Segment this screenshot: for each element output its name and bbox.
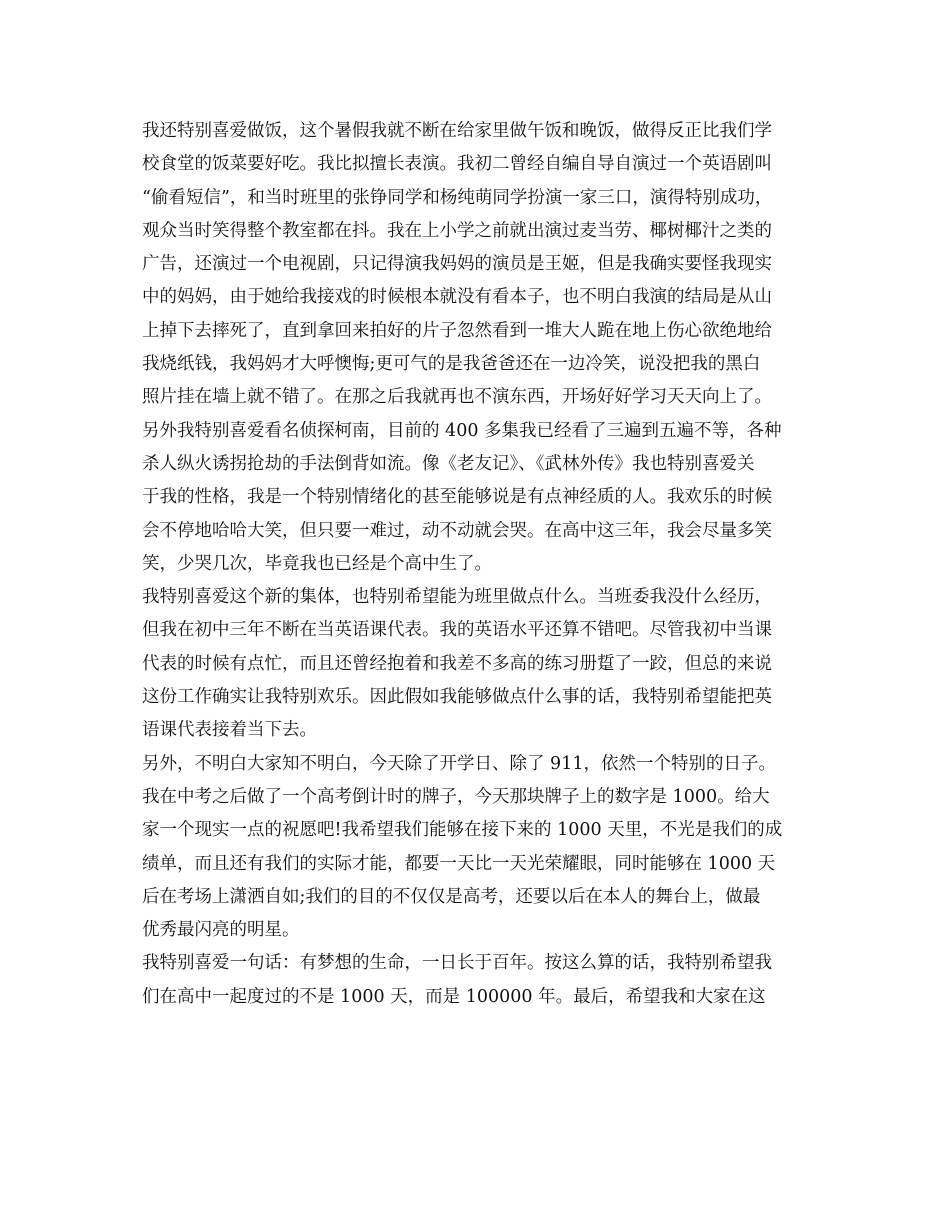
text-line: 但我在初中三年不断在当英语课代表。我的英语水平还算不错吧。尽管我初中当课	[142, 620, 772, 641]
text-line: 优秀最闪亮的明星。	[142, 920, 300, 941]
text-line: 绩单，而且还有我们的实际才能，都要一天比一天光荣耀眼，同时能够在 1000 天	[142, 853, 776, 874]
text-line: 观众当时笑得整个教室都在抖。我在上小学之前就出演过麦当劳、椰树椰汁之类的	[142, 220, 772, 241]
body-text	[142, 115, 822, 1014]
text-line: 另外我特别喜爱看名侦探柯南，目前的 400 多集我已经看了三遍到五遍不等，各种	[142, 420, 782, 441]
text-line: 于我的性格，我是一个特别情绪化的甚至能够说是有点神经质的人。我欢乐的时候	[142, 487, 772, 508]
text-line: 我在中考之后做了一个高考倒计时的牌子，今天那块牌子上的数字是 1000。给大	[142, 786, 770, 807]
text-line: 语课代表接着当下去。	[142, 720, 317, 741]
text-line: 这份工作确实让我特别欢乐。因此假如我能够做点什么事的话，我特别希望能把英	[142, 687, 772, 708]
text-line: 后在考场上潇洒自如;我们的目的不仅仅是高考，还要以后在本人的舞台上，做最	[142, 886, 761, 907]
text-line: 我还特别喜爱做饭，这个暑假我就不断在给家里做午饭和晚饭，做得反正比我们学	[142, 121, 772, 141]
text-line: 中的妈妈，由于她给我接戏的时候根本就没有看本子，也不明白我演的结局是从山	[142, 287, 772, 308]
text-line: 我烧纸钱，我妈妈才大呼懊悔;更可气的是我爸爸还在一边冷笑，说没把我的黑白	[142, 354, 761, 375]
text-line: 会不停地哈哈大笑，但只要一难过，动不动就会哭。在高中这三年，我会尽量多笑	[142, 520, 772, 541]
text-line: 照片挂在墙上就不错了。在那之后我就再也不演东西，开场好好学习天天向上了。	[142, 387, 772, 408]
text-line: 笑，少哭几次，毕竟我也已经是个高中生了。	[142, 553, 492, 574]
text-line: “偷看短信”，和当时班里的张铮同学和杨纯萌同学扮演一家三口，演得特别成功，	[142, 187, 773, 208]
text-line: 广告，还演过一个电视剧，只记得演我妈妈的演员是王姬，但是我确实要怪我现实	[142, 254, 772, 275]
text-line: 们在高中一起度过的不是 1000 天，而是 100000 年。最后，希望我和大家在这	[142, 986, 766, 1007]
text-line: 另外，不明白大家知不明白，今天除了开学日、除了 911，依然一个特别的日子。	[142, 753, 776, 774]
text-line: 校食堂的饭菜要好吃。我比拟擅长表演。我初二曾经自编自导自演过一个英语剧叫	[142, 154, 772, 175]
text-line: 代表的时候有点忙，而且还曾经抱着和我差不多高的练习册踅了一跤，但总的来说	[142, 653, 772, 674]
text-line: 家一个现实一点的祝愿吧!我希望我们能够在接下来的 1000 天里，不光是我们的成	[142, 820, 783, 841]
text-line: 上掉下去摔死了，直到拿回来拍好的片子忽然看到一堆大人跪在地上伤心欲绝地给	[142, 320, 772, 341]
text-line: 我特别喜爱一句话：有梦想的生命，一日长于百年。按这么算的话，我特别希望我	[142, 953, 772, 974]
text-line: 我特别喜爱这个新的集体，也特别希望能为班里做点什么。当班委我没什么经历，	[142, 587, 772, 608]
text-line: 杀人纵火诱拐抢劫的手法倒背如流。像《老友记》、《武林外传》我也特别喜爱关	[142, 453, 755, 474]
